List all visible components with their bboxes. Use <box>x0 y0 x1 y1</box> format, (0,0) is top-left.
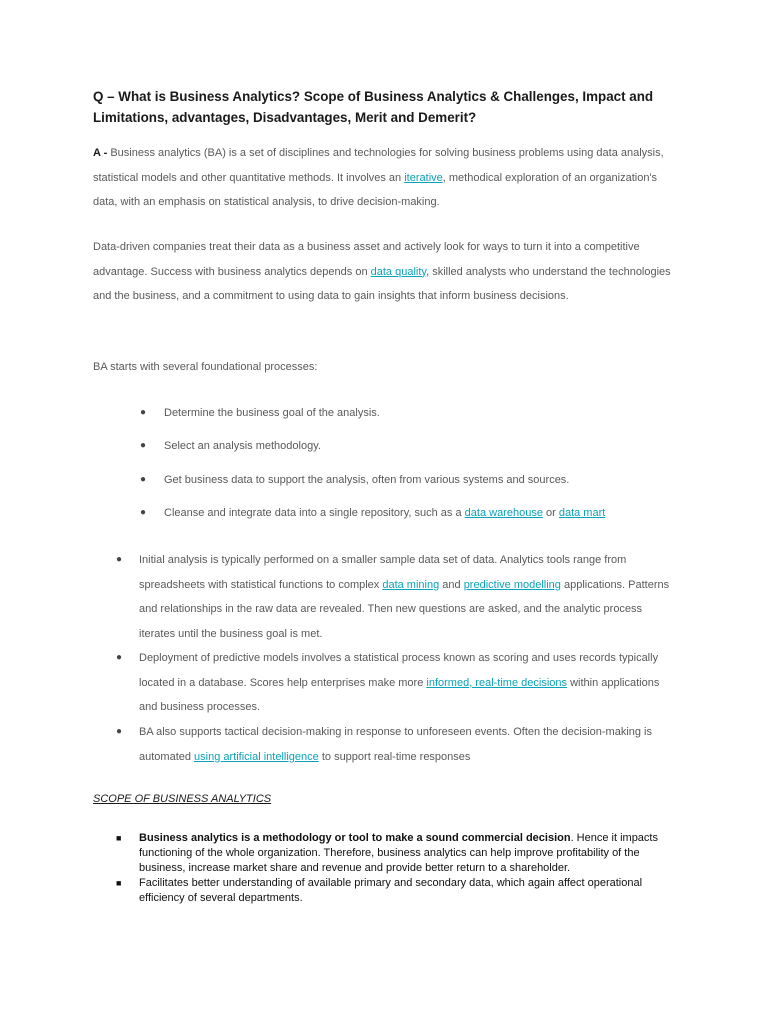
square-bullet-icon: ■ <box>116 833 122 843</box>
bullet-icon: ● <box>140 507 147 518</box>
data-driven-paragraph: Data-driven companies treat their data as a business asset and actively look for ways to turn it into a competitive advantage. Success with business analytics depends on data quality, skilled analysts who understand the technologies and the business, and a commitment to using data to gain insights that inform business decisions. <box>93 241 671 302</box>
bullet-icon: ● <box>140 407 147 418</box>
list-item: ● Deployment of predictive models involves a statistical process known as scoring and uses records typically located in a database. Scores help enterprises make more informed, real-time decisions within applications and business processes. <box>116 646 676 720</box>
question-title: Q – What is Business Analytics? Scope of Business Analytics & Challenges, Impact and Limitations, advantages, Disadvantages, Merit and Demerit? <box>93 89 654 125</box>
bullet-icon: ● <box>140 440 147 451</box>
bullet-icon: ● <box>116 554 123 565</box>
link-data-warehouse[interactable]: data warehouse <box>464 507 543 519</box>
answer-lead: A - <box>93 147 108 159</box>
link-iterative[interactable]: iterative <box>404 171 443 184</box>
intro-paragraph: A - Business analytics (BA) is a set of disciplines and technologies for solving business problems using data analysis, statistical models and other quantitative methods. It involves an iterative, methodical exploration of an organization's data, with an emphasis on statistical analysis, to drive decision-making. <box>93 147 664 208</box>
list-item: ● Initial analysis is typically performed on a smaller sample data set of data. Analytics tools range from spreadsheets with statistical functions to complex data mining and predictive modelling applications. Patterns and relationships in the raw data are revealed. Then new questions are asked, and the analytic process iterates until the business goal is met. <box>116 548 676 646</box>
list-item: ■ Facilitates better understanding of available primary and secondary data, which again affect operational efficiency of several departments. <box>116 877 643 904</box>
link-data-quality[interactable]: data quality <box>370 265 427 278</box>
link-predictive-modelling[interactable]: predictive modelling <box>463 578 561 591</box>
square-bullet-icon: ■ <box>116 878 122 888</box>
processes-intro: BA starts with several foundational processes: <box>93 361 318 373</box>
list-item: ■ Business analytics is a methodology or tool to make a sound commercial decision. Hence it impacts functioning of the whole organization. Therefore, business analytics can help improve profitability of the business, increase market share and revenue and provide better return to a shareholder. <box>116 832 658 874</box>
list-item: ● BA also supports tactical decision-making in response to unforeseen events. Often the decision-making is automated using artificial intelligence to support real-time responses <box>116 720 676 769</box>
link-data-mart[interactable]: data mart <box>558 507 606 519</box>
document-page: Q – What is Business Analytics? Scope of Business Analytics & Challenges, Impact and Limitations, advantages, Disadvantages, Merit and Demerit? A - Business analytics (BA) is a set of disciplines and technologies for solving business problems using data analysis, statistical models and other quantitative methods. It involves an iterative, methodical exploration of an organization's data, with an emphasis on statistical analysis, to drive decision-making. Data-driven companies treat their data as a business asset and actively look for ways to turn it into a competitive advantage. Success with business analytics depends on data quality, skilled analysts who understand the technologies and the business, and a commitment to using data to gain insights that inform business decisions. BA starts with several foundational processes: ● Determine the business goal of the analysis. ● Select an analysis methodology. ● Get business data to support the analysis, often from various systems and sources. ● Cleanse and integrate data into a single repository, such as a data warehouse or data mart ● Initial analysis is typically performed on a smaller sample data set of data. Analytics tools range from spreadsheets with statistical functions to complex data mining and predictive modelling applications. Patterns and relationships in the raw data are revealed. Then new questions are asked, and the analytic process iterates until the business goal is met. ● Deployment of predictive models involves a statistical process known as scoring and uses records typically located in a database. Scores help enterprises make more informed, real-time decisions within applications and business processes. ● BA also supports tactical decision-making in response to unforeseen events. Often the decision-making is automated using artificial intelligence to support real-time responses SCOPE OF BUSINESS ANALYTICS ■ Business analytics is a methodology or tool to make a sound commercial decision. Hence it impacts functioning of the whole organization. Therefore, business analytics can help improve profitability of the business, increase market share and revenue and provide better return to a shareholder. ■ Facilitates better understanding of available primary and secondary data, which again affect operational efficiency of several departments. <box>0 0 768 1024</box>
bullet-icon: ● <box>116 726 123 737</box>
link-informed-real-time-decisions[interactable]: informed, real-time decisions <box>426 676 568 689</box>
link-data-mining[interactable]: data mining <box>382 578 440 591</box>
scope-heading: SCOPE OF BUSINESS ANALYTICS <box>93 793 272 805</box>
bullet-icon: ● <box>116 652 123 663</box>
bullet-icon: ● <box>140 474 147 485</box>
link-artificial-intelligence[interactable]: using artificial intelligence <box>194 750 319 763</box>
